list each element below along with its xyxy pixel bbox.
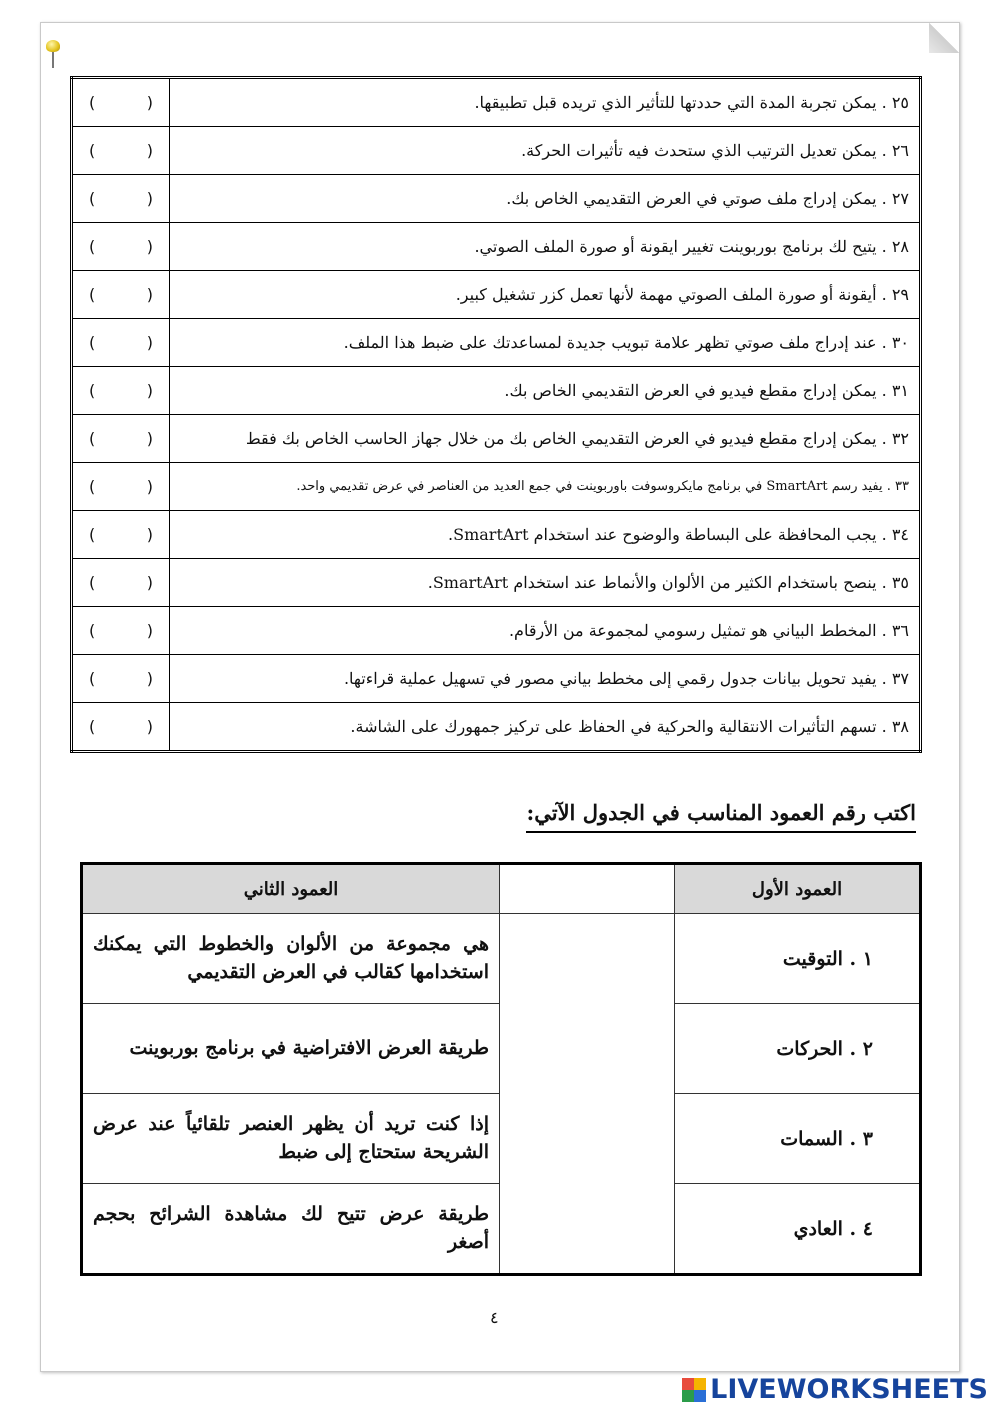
col1-item: ٣ . السمات [675,1094,921,1184]
statement-text: ٢٩ . أيقونة أو صورة الملف الصوتي مهمة لأنها تعمل كزر تشغيل كبير. [170,271,921,319]
statement-row [72,271,921,319]
col2-item: إذا كنت تريد أن يظهر العنصر تلقائياً عند عرض الشريحة ستحتاج إلى ضبط [82,1094,500,1184]
col2-item: هي مجموعة من الألوان والخطوط التي يمكنك استخدامها كقالب في العرض التقديمي [82,914,500,1004]
close-paren: ) [89,333,96,352]
statement-text: ٢٨ . يتيح لك برنامج بوربوينت تغيير ايقونة أو صورة الملف الصوتي. [170,223,921,271]
statement-row [72,463,921,511]
statement-text: ٣١ . يمكن إدراج مقطع فيديو في العرض التقديمي الخاص بك. [170,367,921,415]
statement-text: ٢٦ . يمكن تعديل الترتيب الذي ستحدث فيه تأثيرات الحركة. [170,127,921,175]
answer-column[interactable] [500,914,675,1275]
close-paren: ) [89,621,96,640]
close-paren: ) [89,477,96,496]
close-paren: ) [89,429,96,448]
answer-blank[interactable] [72,271,170,319]
statement-row [72,559,921,607]
statement-row [72,127,921,175]
close-paren: ) [89,285,96,304]
statement-row [72,511,921,559]
statement-text: ٣٤ . يجب المحافظة على البساطة والوضوح عند استخدام SmartArt. [170,511,921,559]
matching-heading: اكتب رقم العمود المناسب في الجدول الآتي: [526,800,916,833]
page-fold-corner [929,23,959,53]
col2-header: العمود الثاني [82,864,500,914]
close-paren: ) [89,381,96,400]
brand-name: LIVEWORKSHEETS [710,1374,988,1405]
statement-row [72,319,921,367]
open-paren: ( [146,477,153,496]
open-paren: ( [146,333,153,352]
close-paren: ) [89,141,96,160]
statement-row [72,415,921,463]
answer-blank[interactable] [72,223,170,271]
open-paren: ( [146,717,153,736]
close-paren: ) [89,525,96,544]
answer-blank[interactable] [72,319,170,367]
pushpin-icon [44,40,62,70]
answer-blank[interactable] [72,511,170,559]
liveworksheets-logo-icon [682,1378,706,1402]
statement-row [72,78,921,127]
close-paren: ) [89,669,96,688]
statement-row [72,367,921,415]
col1-item: ١ . التوقيت [675,914,921,1004]
answer-blank[interactable] [72,415,170,463]
statement-row [72,223,921,271]
statement-row [72,175,921,223]
answer-blank[interactable] [72,703,170,752]
answer-column-header [500,864,675,914]
answer-blank[interactable] [72,655,170,703]
col2-item: طريقة العرض الافتراضية في برنامج بوربوينت [82,1004,500,1094]
statement-text: ٣٨ . تسهم التأثيرات الانتقالية والحركية في الحفاظ على تركيز جمهورك على الشاشة. [170,703,921,752]
close-paren: ) [89,573,96,592]
answer-blank[interactable] [72,127,170,175]
answer-blank[interactable] [72,367,170,415]
open-paren: ( [146,189,153,208]
page-number: ٤ [490,1308,499,1327]
open-paren: ( [146,237,153,256]
open-paren: ( [146,621,153,640]
open-paren: ( [146,285,153,304]
col2-item: طريقة عرض تتيح لك مشاهدة الشرائح بحجم أصغر [82,1184,500,1275]
liveworksheets-logo [682,1374,988,1405]
open-paren: ( [146,525,153,544]
statement-text: ٣٣ . يفيد رسم SmartArt في برنامج مايكروسوفت باوربوينت في جمع العديد من العناصر في عرض تقديمي واحد. [170,463,921,511]
answer-blank[interactable] [72,78,170,127]
open-paren: ( [146,669,153,688]
statement-text: ٣٦ . المخطط البياني هو تمثيل رسومي لمجموعة من الأرقام. [170,607,921,655]
statement-text: ٣٠ . عند إدراج ملف صوتي تظهر علامة تبويب جديدة لمساعدتك على ضبط هذا الملف. [170,319,921,367]
matching-table [80,862,922,1276]
true-false-table [70,76,922,753]
answer-blank[interactable] [72,559,170,607]
statement-text: ٢٥ . يمكن تجربة المدة التي حددتها للتأثير الذي تريده قبل تطبيقها. [170,78,921,127]
close-paren: ) [89,237,96,256]
close-paren: ) [89,93,96,112]
statement-text: ٢٧ . يمكن إدراج ملف صوتي في العرض التقديمي الخاص بك. [170,175,921,223]
answer-blank[interactable] [72,175,170,223]
close-paren: ) [89,189,96,208]
answer-blank[interactable] [72,463,170,511]
open-paren: ( [146,573,153,592]
open-paren: ( [146,93,153,112]
statement-text: ٣٥ . ينصح باستخدام الكثير من الألوان والأنماط عند استخدام SmartArt. [170,559,921,607]
statement-row [72,703,921,752]
statement-text: ٣٧ . يفيد تحويل بيانات جدول رقمي إلى مخطط بياني مصور في تسهيل عملية قراءتها. [170,655,921,703]
statement-text: ٣٢ . يمكن إدراج مقطع فيديو في العرض التقديمي الخاص بك من خلال جهاز الحاسب الخاص بك فقط [170,415,921,463]
statement-row [72,655,921,703]
open-paren: ( [146,429,153,448]
col1-item: ٢ . الحركات [675,1004,921,1094]
open-paren: ( [146,141,153,160]
col1-item: ٤ . العادي [675,1184,921,1275]
statement-row [72,607,921,655]
close-paren: ) [89,717,96,736]
answer-blank[interactable] [72,607,170,655]
col1-header: العمود الأول [675,864,921,914]
open-paren: ( [146,381,153,400]
